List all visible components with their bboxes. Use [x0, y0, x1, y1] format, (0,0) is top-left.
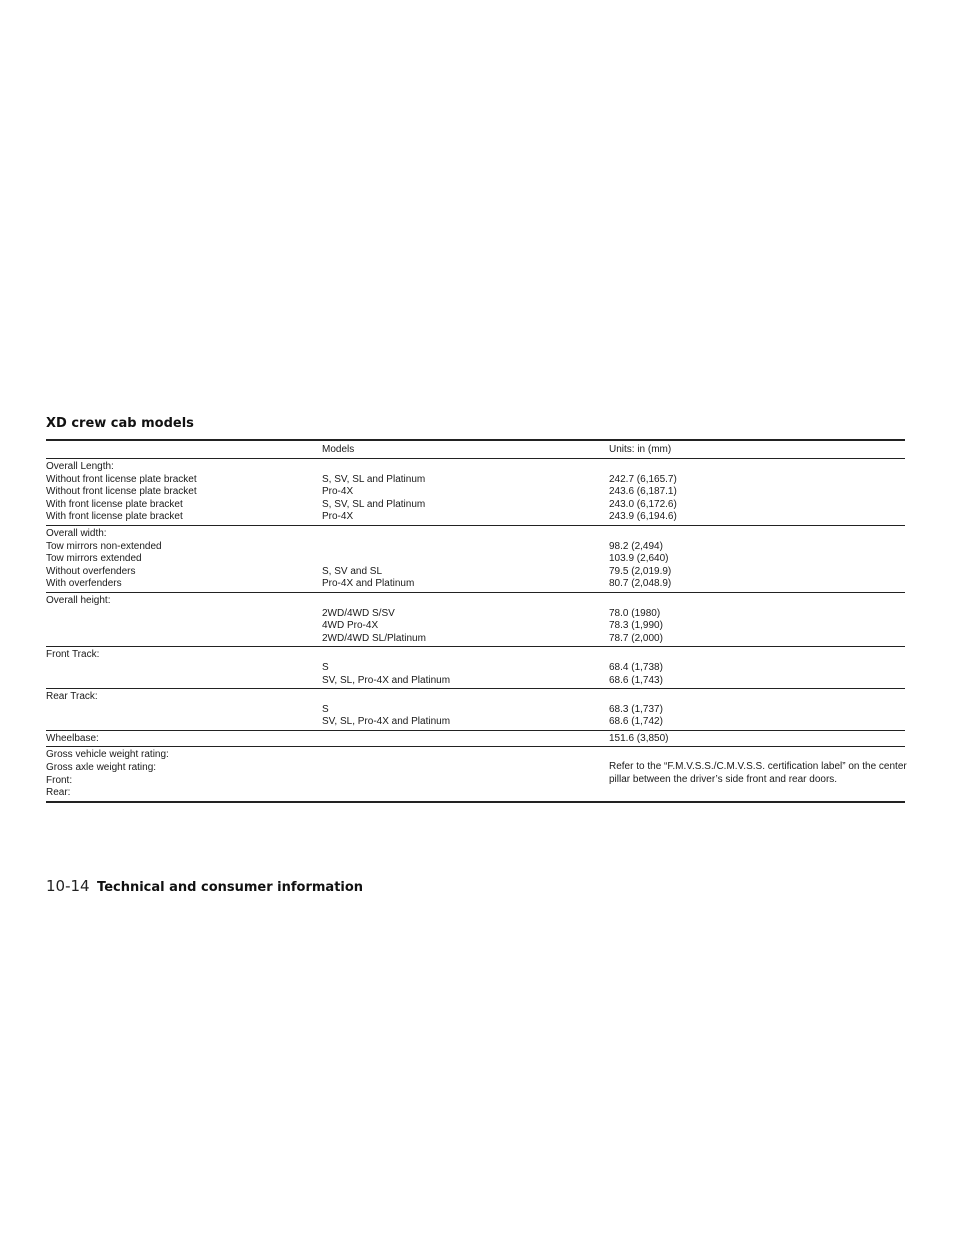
row-model: Pro-4X — [322, 511, 354, 523]
row-model: 2WD/4WD S/SV — [322, 607, 395, 619]
row-model: SV, SL, Pro-4X and Platinum — [322, 716, 451, 728]
table-row — [46, 511, 905, 524]
section-title: XD crew cab models — [46, 416, 194, 431]
row-value: 68.3 (1,737) — [609, 703, 663, 715]
row-label: Gross vehicle weight rating: — [46, 749, 169, 761]
row-label: Gross axle weight rating: — [46, 762, 157, 774]
table-row — [46, 566, 905, 579]
group-label: Front Track: — [46, 649, 100, 661]
specifications-table — [46, 439, 905, 803]
row-model: 2WD/4WD SL/Platinum — [322, 632, 426, 644]
header-models: Models — [322, 444, 355, 455]
row-model: 4WD Pro-4X — [322, 620, 379, 632]
row-value: 78.0 (1980) — [609, 607, 661, 619]
row-model: S — [322, 703, 329, 715]
row-label: Without front license plate bracket — [46, 486, 197, 498]
table-row — [46, 633, 905, 646]
table-row — [46, 662, 905, 675]
row-model: S, SV, SL and Platinum — [322, 473, 426, 485]
row-model: Pro-4X — [322, 486, 354, 498]
table-row — [46, 541, 905, 554]
group-label: Overall Length: — [46, 461, 114, 472]
row-value: 243.6 (6,187.1) — [609, 486, 677, 498]
row-model: Pro-4X and Platinum — [322, 578, 415, 590]
group-wheelbase — [46, 731, 905, 748]
row-label: Rear: — [46, 787, 71, 799]
row-label: Without front license plate bracket — [46, 473, 197, 485]
row-value: 151.6 (3,850) — [609, 732, 669, 744]
row-value: 68.4 (1,738) — [609, 661, 663, 673]
row-value: 98.2 (2,494) — [609, 540, 663, 552]
table-header — [46, 441, 905, 459]
group-label: Overall height: — [46, 594, 111, 606]
row-label: With front license plate bracket — [46, 498, 183, 510]
row-value: 243.9 (6,194.6) — [609, 511, 677, 523]
group-overall-width — [46, 526, 905, 593]
row-label: Front: — [46, 774, 73, 786]
row-value: 103.9 (2,640) — [609, 553, 669, 565]
row-label: With overfenders — [46, 578, 122, 590]
row-value: 243.0 (6,172.6) — [609, 498, 677, 510]
page-footer — [46, 877, 363, 896]
row-label: Tow mirrors non-extended — [46, 540, 162, 552]
group-label: Wheelbase: — [46, 732, 99, 744]
weight-rating-note: Refer to the “F.M.V.S.S./C.M.V.S.S. certification label” on the center pillar between the driver’s side front and rear doors. — [609, 761, 907, 786]
row-model: S, SV, SL and Platinum — [322, 498, 426, 510]
row-value: 68.6 (1,743) — [609, 674, 663, 686]
row-value: 242.7 (6,165.7) — [609, 473, 677, 485]
row-model: S, SV and SL — [322, 565, 383, 577]
group-overall-length — [46, 459, 905, 526]
table-row — [46, 620, 905, 633]
group-overall-height — [46, 593, 905, 647]
table-row — [46, 553, 905, 566]
table-row — [46, 716, 905, 729]
row-value: 79.5 (2,019.9) — [609, 565, 672, 577]
group-label: Rear Track: — [46, 691, 98, 703]
table-row — [46, 704, 905, 717]
table-row — [46, 474, 905, 487]
group-rear-track — [46, 689, 905, 731]
row-model: S — [322, 661, 329, 673]
row-label: Tow mirrors extended — [46, 553, 142, 565]
row-value: 78.3 (1,990) — [609, 620, 663, 632]
table-row — [46, 608, 905, 621]
row-value: 68.6 (1,742) — [609, 716, 663, 728]
row-value: 80.7 (2,048.9) — [609, 578, 672, 590]
row-label: Without overfenders — [46, 565, 136, 577]
group-weight-ratings — [46, 747, 905, 802]
footer-chapter-title: Technical and consumer information — [97, 880, 364, 895]
header-units: Units: in (mm) — [609, 444, 672, 455]
group-front-track — [46, 647, 905, 689]
table-row — [46, 499, 905, 512]
table-row — [46, 486, 905, 499]
group-label: Overall width: — [46, 527, 107, 539]
row-label: With front license plate bracket — [46, 511, 183, 523]
table-row — [46, 675, 905, 688]
row-model: SV, SL, Pro-4X and Platinum — [322, 674, 451, 686]
page-number: 10-14 — [46, 877, 90, 895]
table-row — [46, 733, 905, 746]
row-value: 78.7 (2,000) — [609, 632, 663, 644]
table-row — [46, 578, 905, 591]
